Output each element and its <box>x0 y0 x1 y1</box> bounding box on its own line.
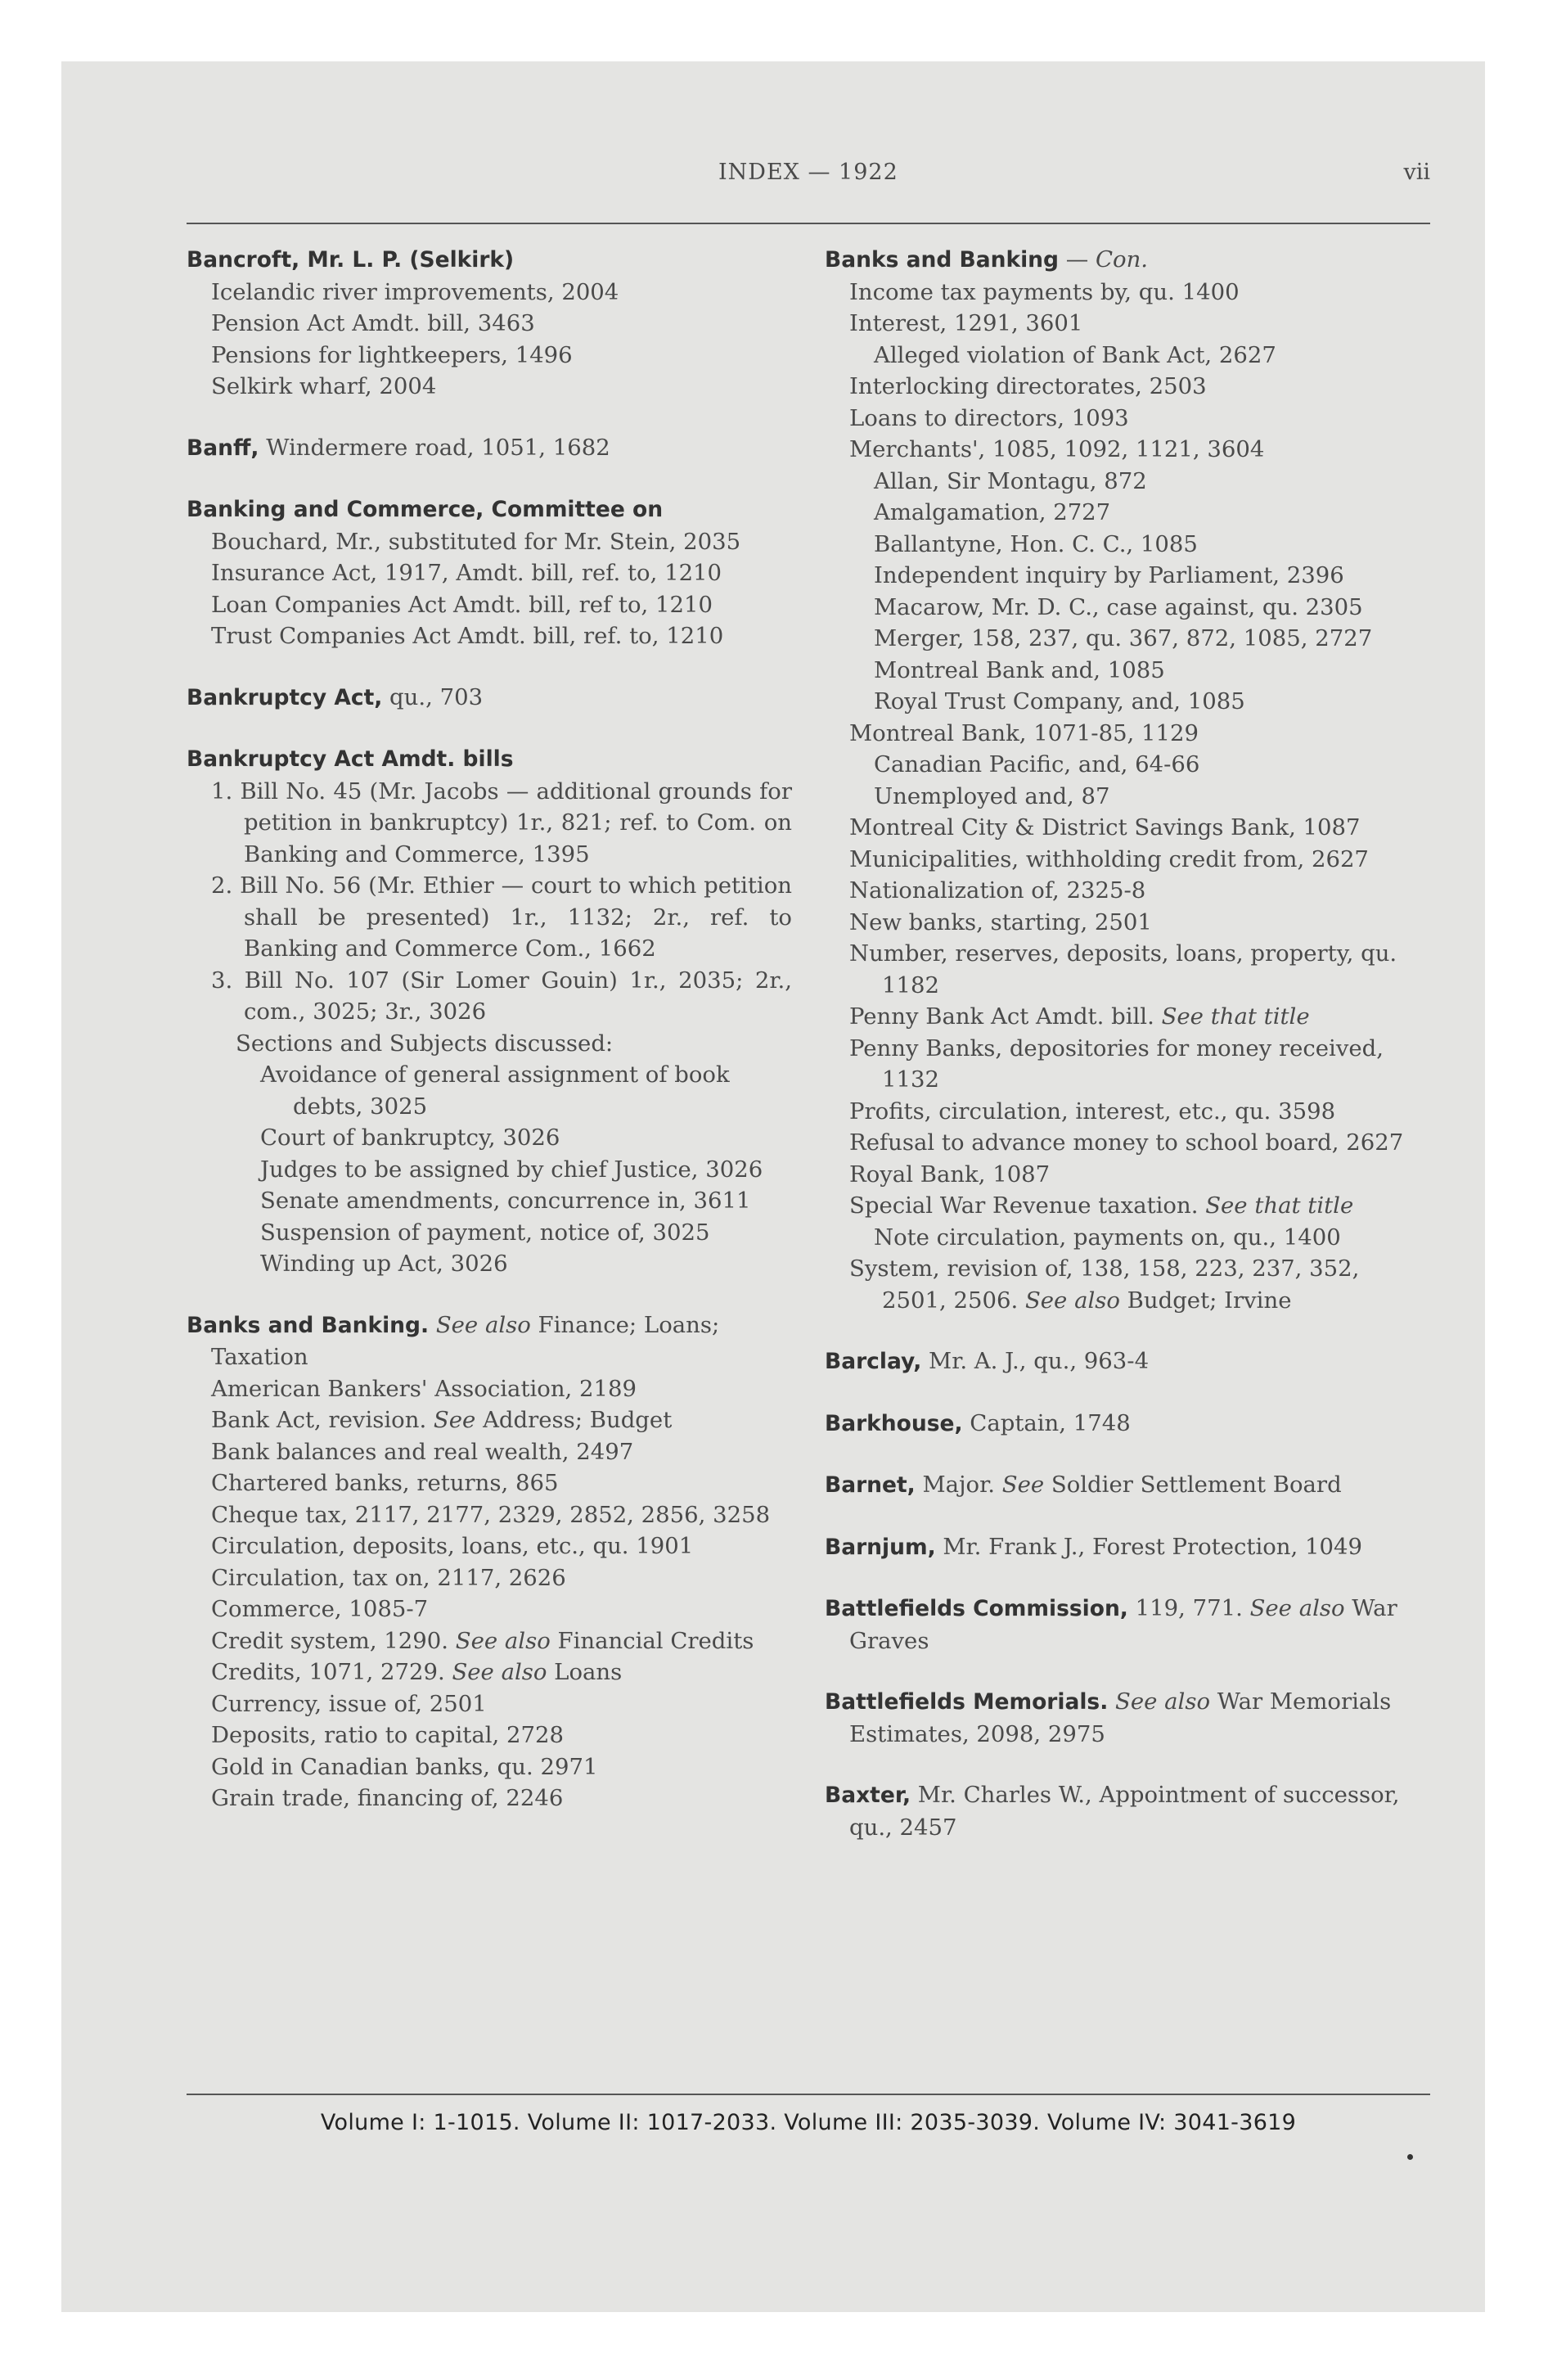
index-subentry <box>187 308 792 340</box>
subentry-text: Chartered banks, returns, 865 <box>211 1470 559 1496</box>
entry-heading-name: Battlefields Memorials. <box>825 1689 1109 1715</box>
subentry-text: Penny Bank Act Amdt. bill. <box>849 1003 1154 1030</box>
entry-heading <box>825 1686 1430 1719</box>
index-entry <box>187 682 792 714</box>
entry-heading-text: War Memorials <box>1210 1688 1392 1715</box>
entry-heading <box>187 432 792 465</box>
subentry-text: Circulation, tax on, 2117, 2626 <box>211 1564 566 1591</box>
index-subentry <box>825 560 1430 592</box>
index-subentry <box>825 1253 1430 1316</box>
index-subentry <box>187 1530 792 1562</box>
see-reference: See also <box>444 1659 547 1685</box>
index-subentry <box>187 1499 792 1531</box>
right-column <box>825 244 1430 1873</box>
entry-heading-text: Mr. Frank J., Forest Protection, 1049 <box>935 1533 1362 1560</box>
entry-heading-name: Banff, <box>187 435 259 461</box>
subentry-text: Royal Bank, 1087 <box>849 1161 1051 1188</box>
index-subentry <box>187 870 792 965</box>
entry-heading-text: Mr. A. J., qu., 963-4 <box>921 1348 1150 1374</box>
subentry-text: Court of bankruptcy, 3026 <box>260 1125 560 1151</box>
subentry-text: Merger, 158, 237, qu. 367, 872, 1085, 2727 <box>874 625 1373 651</box>
index-subentry <box>187 1154 792 1186</box>
entry-heading-text: War Graves <box>849 1595 1397 1654</box>
entry-heading-text: Windermere road, 1051, 1682 <box>259 434 610 461</box>
subentry-text: Alleged violation of Bank Act, 2627 <box>874 341 1276 368</box>
index-subentry <box>187 1467 792 1499</box>
index-entry <box>825 1346 1430 1378</box>
see-reference: See that title <box>1198 1192 1354 1219</box>
see-reference: See also <box>429 1311 531 1338</box>
entry-heading <box>825 1469 1430 1502</box>
index-subentry <box>187 1720 792 1751</box>
subentry-text: Senate amendments, concurrence in, 3611 <box>260 1188 751 1214</box>
index-subentry <box>825 655 1430 687</box>
index-subentry <box>187 620 792 652</box>
index-entry <box>825 1408 1430 1440</box>
subentry-text: American Bankers' Association, 2189 <box>211 1375 637 1402</box>
entry-heading <box>825 1531 1430 1564</box>
subentry-text: Bank Act, revision. <box>211 1407 427 1433</box>
index-subentry <box>187 1248 792 1280</box>
index-subentry <box>825 907 1430 939</box>
index-subentry <box>187 589 792 621</box>
entry-heading-name: Bankruptcy Act Amdt. bills <box>187 746 514 772</box>
index-subentry <box>825 434 1430 466</box>
subentry-text: Special War Revenue taxation. <box>849 1192 1199 1219</box>
index-subentry <box>825 466 1430 498</box>
left-column <box>187 244 792 1844</box>
subentry-text: Estimates, 2098, 2975 <box>849 1720 1105 1747</box>
subentry-text: Gold in Canadian banks, qu. 2971 <box>211 1753 598 1780</box>
entry-heading <box>187 682 792 714</box>
entry-heading-name: Banks and Banking. <box>187 1312 430 1338</box>
index-subentry <box>825 1001 1430 1033</box>
subentry-text: Bank balances and real wealth, 2497 <box>211 1438 634 1465</box>
entry-heading <box>825 1779 1430 1843</box>
index-subentry <box>187 1404 792 1436</box>
index-subentry <box>187 965 792 1028</box>
subentry-text: Loans <box>547 1659 623 1685</box>
subentry-text: Municipalities, withholding credit from, 2627 <box>849 845 1369 872</box>
index-subentry <box>187 1783 792 1814</box>
see-reference: Con. <box>1096 246 1149 273</box>
index-subentry <box>187 1625 792 1657</box>
entry-heading-name: Bankruptcy Act, <box>187 684 383 710</box>
see-reference: See <box>994 1472 1045 1498</box>
index-subentry <box>825 592 1430 624</box>
index-subentry <box>825 340 1430 372</box>
entry-heading-name: Battlefields Commission, <box>825 1596 1128 1621</box>
index-entry <box>825 1779 1430 1843</box>
entry-heading-text: Finance; Loans; Taxation <box>211 1311 720 1370</box>
index-subentry <box>187 1436 792 1468</box>
subentry-text: Financial Credits <box>550 1627 754 1654</box>
entry-heading-name: Banks and Banking <box>825 247 1060 273</box>
index-subentry <box>825 497 1430 529</box>
index-subentry <box>825 812 1430 844</box>
index-subentry <box>187 1028 792 1060</box>
subentry-text: Merchants', 1085, 1092, 1121, 3604 <box>849 436 1265 462</box>
subentry-text: Montreal City & District Savings Bank, 1087 <box>849 814 1361 841</box>
see-reference: See also <box>448 1627 551 1654</box>
see-reference: See <box>426 1407 476 1433</box>
index-subentry <box>825 844 1430 876</box>
subentry-text: Insurance Act, 1917, Amdt. bill, ref. to, 1210 <box>211 560 722 586</box>
subentry-text: Unemployed and, 87 <box>874 782 1110 809</box>
subentry-text: Cheque tax, 2117, 2177, 2329, 2852, 2856, 3258 <box>211 1501 771 1528</box>
entry-heading-name: Barkhouse, <box>825 1410 963 1436</box>
index-subentry <box>187 1562 792 1594</box>
subentry-text: Pensions for lightkeepers, 1496 <box>211 341 573 368</box>
see-reference: See also <box>1242 1595 1345 1621</box>
subentry-text: Circulation, deposits, loans, etc., qu. 1901 <box>211 1533 694 1559</box>
index-subentry <box>187 1217 792 1249</box>
index-subentry <box>187 1657 792 1688</box>
subentry-text: Icelandic river improvements, 2004 <box>211 278 619 305</box>
subentry-text: New banks, starting, 2501 <box>849 908 1152 935</box>
subentry-text: 3. Bill No. 107 (Sir Lomer Gouin) 1r., 2035; 2r., com., 3025; 3r., 3026 <box>211 967 792 1025</box>
entry-heading <box>187 1309 792 1373</box>
subentry-text: Allan, Sir Montagu, 872 <box>874 467 1147 494</box>
entry-heading <box>187 244 792 277</box>
subentry-text: Income tax payments by, qu. 1400 <box>849 278 1240 305</box>
index-entry <box>187 244 792 403</box>
subentry-text: Interest, 1291, 3601 <box>849 310 1083 336</box>
entry-heading-name: Baxter, <box>825 1783 911 1808</box>
index-entry <box>825 1531 1430 1564</box>
entry-heading-text: Soldier Settlement Board <box>1044 1472 1342 1498</box>
subentry-text: Deposits, ratio to capital, 2728 <box>211 1722 564 1748</box>
subentry-text: Suspension of payment, notice of, 3025 <box>260 1219 710 1246</box>
index-subentry <box>187 340 792 372</box>
see-reference: See that title <box>1154 1003 1310 1030</box>
index-subentry <box>187 526 792 558</box>
subentry-text: Bouchard, Mr., substituted for Mr. Stein, 2035 <box>211 528 741 555</box>
ink-dot <box>1407 2154 1413 2160</box>
index-subentry <box>825 529 1430 561</box>
entry-heading-name: Barnjum, <box>825 1534 936 1560</box>
entry-heading <box>825 1408 1430 1440</box>
subentry-text: Ballantyne, Hon. C. C., 1085 <box>874 530 1198 557</box>
index-subentry <box>825 1222 1430 1254</box>
subentry-text: Judges to be assigned by chief Justice, 3026 <box>260 1156 763 1183</box>
page-header <box>187 160 1430 192</box>
subentry-text: Interlocking directorates, 2503 <box>849 373 1207 399</box>
index-entry <box>825 1593 1430 1657</box>
index-subentry <box>825 1719 1430 1751</box>
index-subentry <box>825 781 1430 813</box>
subentry-text: Address; Budget <box>475 1407 673 1433</box>
subentry-text: Montreal Bank, 1071-85, 1129 <box>849 719 1199 746</box>
index-subentry <box>825 686 1430 718</box>
subentry-text: System, revision of, 138, 158, 223, 237, 352, 2501, 2506. <box>849 1255 1360 1314</box>
subentry-text: Refusal to advance money to school board, 2627 <box>849 1129 1404 1156</box>
index-subentry <box>825 1096 1430 1128</box>
page-number: vii <box>1403 160 1430 185</box>
subentry-text: Avoidance of general assignment of book debts, 3025 <box>260 1062 730 1120</box>
entry-heading <box>187 743 792 776</box>
subentry-text: Macarow, Mr. D. C., case against, qu. 2305 <box>874 593 1363 620</box>
entry-heading-text: Major. <box>915 1472 995 1498</box>
index-subentry <box>825 1159 1430 1191</box>
index-subentry <box>825 1190 1430 1222</box>
index-entry <box>187 1309 792 1814</box>
subentry-text: Note circulation, payments on, qu., 1400 <box>874 1224 1341 1251</box>
index-subentry <box>825 1033 1430 1096</box>
index-subentry <box>187 557 792 589</box>
entry-heading-name: Barnet, <box>825 1472 916 1498</box>
subentry-text: Budget; Irvine <box>1119 1287 1292 1314</box>
header-rule <box>187 223 1430 224</box>
subentry-text: Sections and Subjects discussed: <box>236 1030 614 1057</box>
index-entry <box>187 432 792 465</box>
index-subentry <box>825 371 1430 403</box>
subentry-text: Grain trade, financing of, 2246 <box>211 1785 564 1811</box>
subentry-text: Independent inquiry by Parliament, 2396 <box>874 562 1344 588</box>
running-title: INDEX — 1922 <box>718 160 898 185</box>
volume-footer: Volume I: 1-1015. Volume II: 1017-2033. Volume III: 2035-3039. Volume IV: 3041-3619 <box>320 2110 1297 2135</box>
index-subentry <box>825 938 1430 1001</box>
entry-heading-name: Banking and Commerce, Committee on <box>187 497 664 522</box>
subentry-text: Credits, 1071, 2729. <box>211 1659 445 1685</box>
subentry-text: Nationalization of, 2325-8 <box>849 877 1146 904</box>
subentry-text: 2. Bill No. 56 (Mr. Ethier — court to which petition shall be presented) 1r., 1132; 2r., ref. to Banking and Commerce Com., 1662 <box>211 872 792 962</box>
subentry-text: Number, reserves, deposits, loans, property, qu. 1182 <box>849 940 1397 998</box>
index-entry <box>825 1469 1430 1502</box>
subentry-text: Trust Companies Act Amdt. bill, ref. to, 1210 <box>211 623 724 649</box>
entry-heading-text: — <box>1059 246 1096 273</box>
subentry-text: Canadian Pacific, and, 64-66 <box>874 751 1200 778</box>
subentry-text: Winding up Act, 3026 <box>260 1251 508 1277</box>
index-entry <box>825 1686 1430 1750</box>
entry-heading-text: 119, 771. <box>1127 1595 1243 1621</box>
subentry-text: Pension Act Amdt. bill, 3463 <box>211 310 535 336</box>
index-subentry <box>187 1751 792 1783</box>
entry-heading <box>825 244 1430 277</box>
index-subentry <box>187 1059 792 1122</box>
index-entry <box>187 743 792 1280</box>
subentry-text: Loan Companies Act Amdt. bill, ref to, 1210 <box>211 591 713 618</box>
subentry-text: Profits, circulation, interest, etc., qu. 3598 <box>849 1098 1336 1125</box>
index-subentry <box>187 1122 792 1154</box>
subentry-text: Penny Banks, depositories for money received, 1132 <box>849 1034 1384 1093</box>
index-subentry <box>825 875 1430 907</box>
index-entry <box>825 244 1430 1316</box>
entry-heading <box>187 494 792 526</box>
subentry-text: Montreal Bank and, 1085 <box>874 656 1165 683</box>
index-subentry <box>187 1185 792 1217</box>
index-subentry <box>187 1373 792 1405</box>
entry-heading-text: Captain, 1748 <box>962 1409 1131 1436</box>
index-subentry <box>825 403 1430 435</box>
entry-heading-text: qu., 703 <box>382 683 484 710</box>
see-reference: See also <box>1108 1688 1210 1715</box>
index-subentry <box>825 623 1430 655</box>
subentry-text: Selkirk wharf, 2004 <box>211 373 437 399</box>
subentry-text: Royal Trust Company, and, 1085 <box>874 688 1245 714</box>
entry-heading <box>825 1346 1430 1378</box>
entry-heading-text: Mr. Charles W., Appointment of successor, qu., 2457 <box>849 1782 1400 1841</box>
subentry-text: Currency, issue of, 2501 <box>211 1690 487 1717</box>
index-subentry <box>825 277 1430 309</box>
index-subentry <box>187 776 792 871</box>
footer-rule <box>187 2094 1430 2095</box>
subentry-text: Loans to directors, 1093 <box>849 404 1129 431</box>
index-entry <box>187 494 792 652</box>
entry-heading <box>825 1593 1430 1657</box>
index-subentry <box>187 277 792 309</box>
subentry-text: Commerce, 1085-7 <box>211 1596 429 1622</box>
index-subentry <box>825 308 1430 340</box>
entry-heading-name: Bancroft, Mr. L. P. (Selkirk) <box>187 247 515 273</box>
subentry-text: Credit system, 1290. <box>211 1627 449 1654</box>
see-reference: See also <box>1018 1287 1120 1314</box>
index-subentry <box>825 1127 1430 1159</box>
index-subentry <box>825 718 1430 750</box>
entry-heading-name: Barclay, <box>825 1349 922 1374</box>
index-subentry <box>825 749 1430 781</box>
subentry-text: 1. Bill No. 45 (Mr. Jacobs — additional grounds for petition in bankruptcy) 1r., 821; ref. to Com. on Banking and Commerce, 1395 <box>211 778 792 868</box>
index-subentry <box>187 371 792 403</box>
subentry-text: Amalgamation, 2727 <box>874 499 1111 525</box>
index-subentry <box>187 1688 792 1720</box>
index-subentry <box>187 1593 792 1625</box>
